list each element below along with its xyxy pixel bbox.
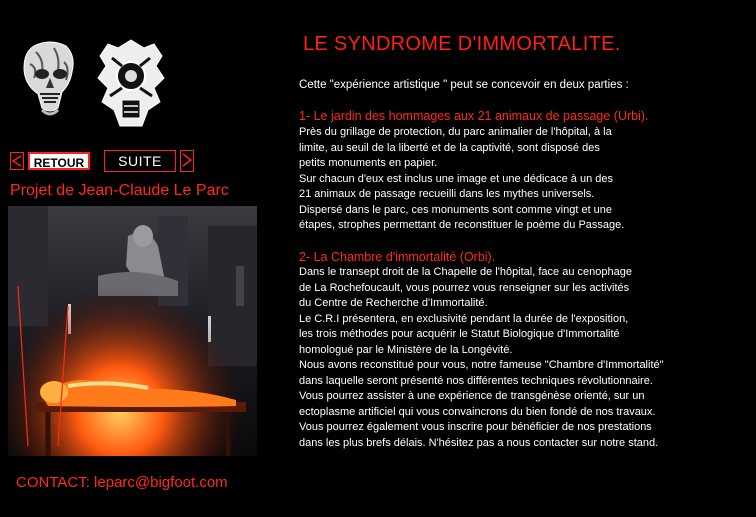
section-2-heading: 2- La Chambre d'immortalité (Orbi). [299,250,496,264]
text-line: Sur chacun d'eux est inclus une image et une dédicace à un des [299,172,613,185]
text-line: dans les plus brefs délais. N'hésitez pas a nous contacter sur notre stand. [299,436,659,449]
page-title: LE SYNDROME D'IMMORTALITE. [303,33,621,55]
text-line: Vous pourrez également vous inscrire pour bénéficier de nos prestations [299,421,652,433]
text-line: 21 animaux de passage recueilli dans les mythes universels. [299,188,595,200]
back-button[interactable] [10,150,92,172]
text-line: du Centre de Recherche d'Immortalité. [299,297,488,309]
intro-text: Cette "expérience artistique " peut se concevoir en deux parties : [299,79,629,91]
text-line: étapes, strophes permettant de reconstituer le poème du Passage. [299,219,625,231]
text-line: Dans le transept droit de la Chapelle de l'hôpital, face au cenophage [299,266,632,278]
text-line: Dispersé dans le parc, ces monuments sont comme vingt et une [299,203,613,216]
next-button[interactable] [104,150,194,172]
section-1-heading: 1- Le jardin des hommages aux 21 animaux de passage (Urbi). [299,109,649,123]
text-line: limite, au seuil de la liberté et de la captivité, sont disposé des [299,141,600,154]
text-line: petits monuments en papier. [299,157,438,169]
text-line: Près du grillage de protection, du parc animalier de l'hôpital, à la [299,126,612,138]
skull-illustration [14,38,86,120]
arrow-right-icon [180,150,194,172]
contact-link[interactable]: CONTACT: leparc@bigfoot.com [16,474,228,491]
text-line: ectoplasme artificiel qui vous convaincrons du bien fondé de nos travaux. [299,405,656,418]
text-line: Le C.R.I présentera, en exclusivité pendant la durée de l'exposition, [299,312,629,325]
text-line: Vous pourrez assister à une expérience de transgénèse orienté, sur un [299,390,645,402]
text-line: dans laquelle seront présenté nos différentes techniques révolutionnaire. [299,374,653,387]
text-line: homologué par le Ministère de la Longévité. [299,343,513,356]
section-2-body [299,265,664,451]
text-line: les trois méthodes pour acquérir le Statut Biologique d'Immortalité [299,328,620,340]
arrow-left-icon [10,152,24,170]
project-credit: Projet de Jean-Claude Le Parc [10,182,229,199]
engine-illustration [92,36,170,134]
section-1-body [299,125,624,234]
next-button-label: SUITE [104,150,176,172]
back-button-label: RETOUR [28,152,90,170]
text-line: de La Rochefoucault, vous pourrez vous renseigner sur les activités [299,281,630,294]
text-line: Nous avons reconstitué pour vous, notre fameuse "Chambre d'Immortalité" [299,359,664,371]
artwork-photo [8,206,257,456]
